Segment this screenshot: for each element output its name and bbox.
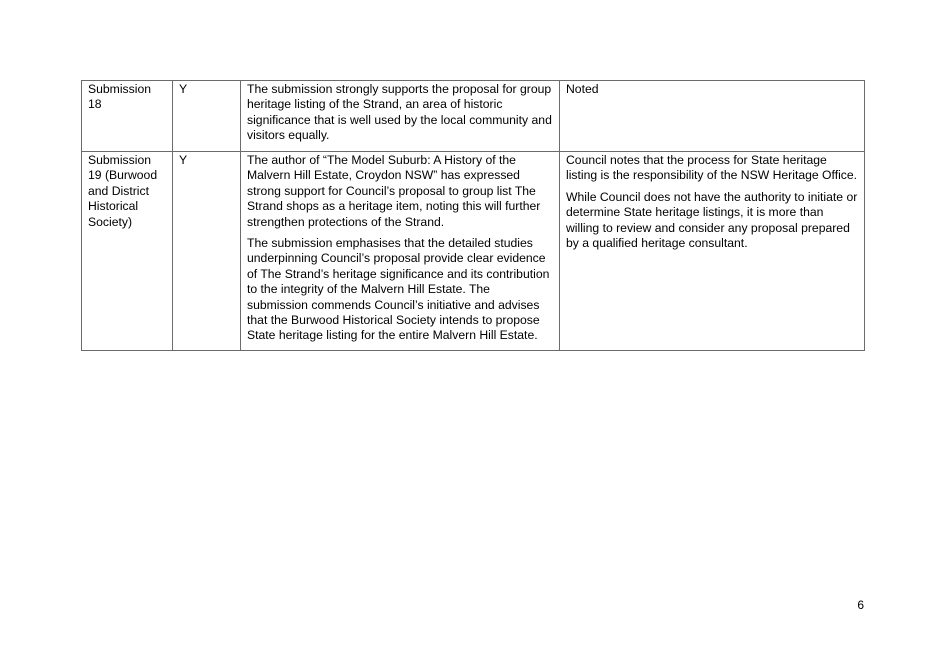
- summary-paragraph: The submission emphasises that the detailed studies underpinning Council’s proposal provide clear evidence of The Strand’s heritage significance and its contribution to the integrity of the Malvern Hill Estate. The submission commends Council’s initiative and advises that the Burwood Historical Society intends to propose State heritage listing for the entire Malvern Hill Estate.: [247, 236, 550, 343]
- submission-id: Submission 19 (Burwood and District Historical Society): [88, 153, 158, 229]
- response-cell: [560, 152, 865, 351]
- support-cell: [173, 81, 241, 152]
- submission-id: Submission 18: [88, 82, 151, 112]
- support-flag: Y: [179, 82, 188, 96]
- summary-paragraph: The author of “The Model Suburb: A History of the Malvern Hill Estate, Croydon NSW” has expressed strong support for Council’s proposal to group list The Strand shops as a heritage item, noting this will further strengthen protections of the Strand.: [247, 153, 541, 229]
- response-paragraph: Council notes that the process for State heritage listing is the responsibility of the NSW Heritage Office.: [566, 153, 858, 183]
- summary-cell: [241, 152, 560, 351]
- support-flag: Y: [179, 153, 188, 167]
- submissions-table: [81, 80, 865, 351]
- support-cell: [173, 152, 241, 351]
- response-paragraph: Noted: [566, 82, 599, 96]
- submission-cell: [82, 152, 173, 351]
- table-row: [82, 152, 865, 351]
- response-paragraph: While Council does not have the authority to initiate or determine State heritage listings, it is more than willing to review and consider any proposal prepared by a qualified heritage consultant.: [566, 189, 858, 251]
- summary-paragraph: The submission strongly supports the proposal for group heritage listing of the Strand, an area of historic significance that is well used by the local community and visitors equally.: [247, 82, 552, 143]
- table-row: [82, 81, 865, 152]
- summary-cell: [241, 81, 560, 152]
- response-cell: [560, 81, 865, 152]
- submission-cell: [82, 81, 173, 152]
- page-number: 6: [857, 598, 864, 612]
